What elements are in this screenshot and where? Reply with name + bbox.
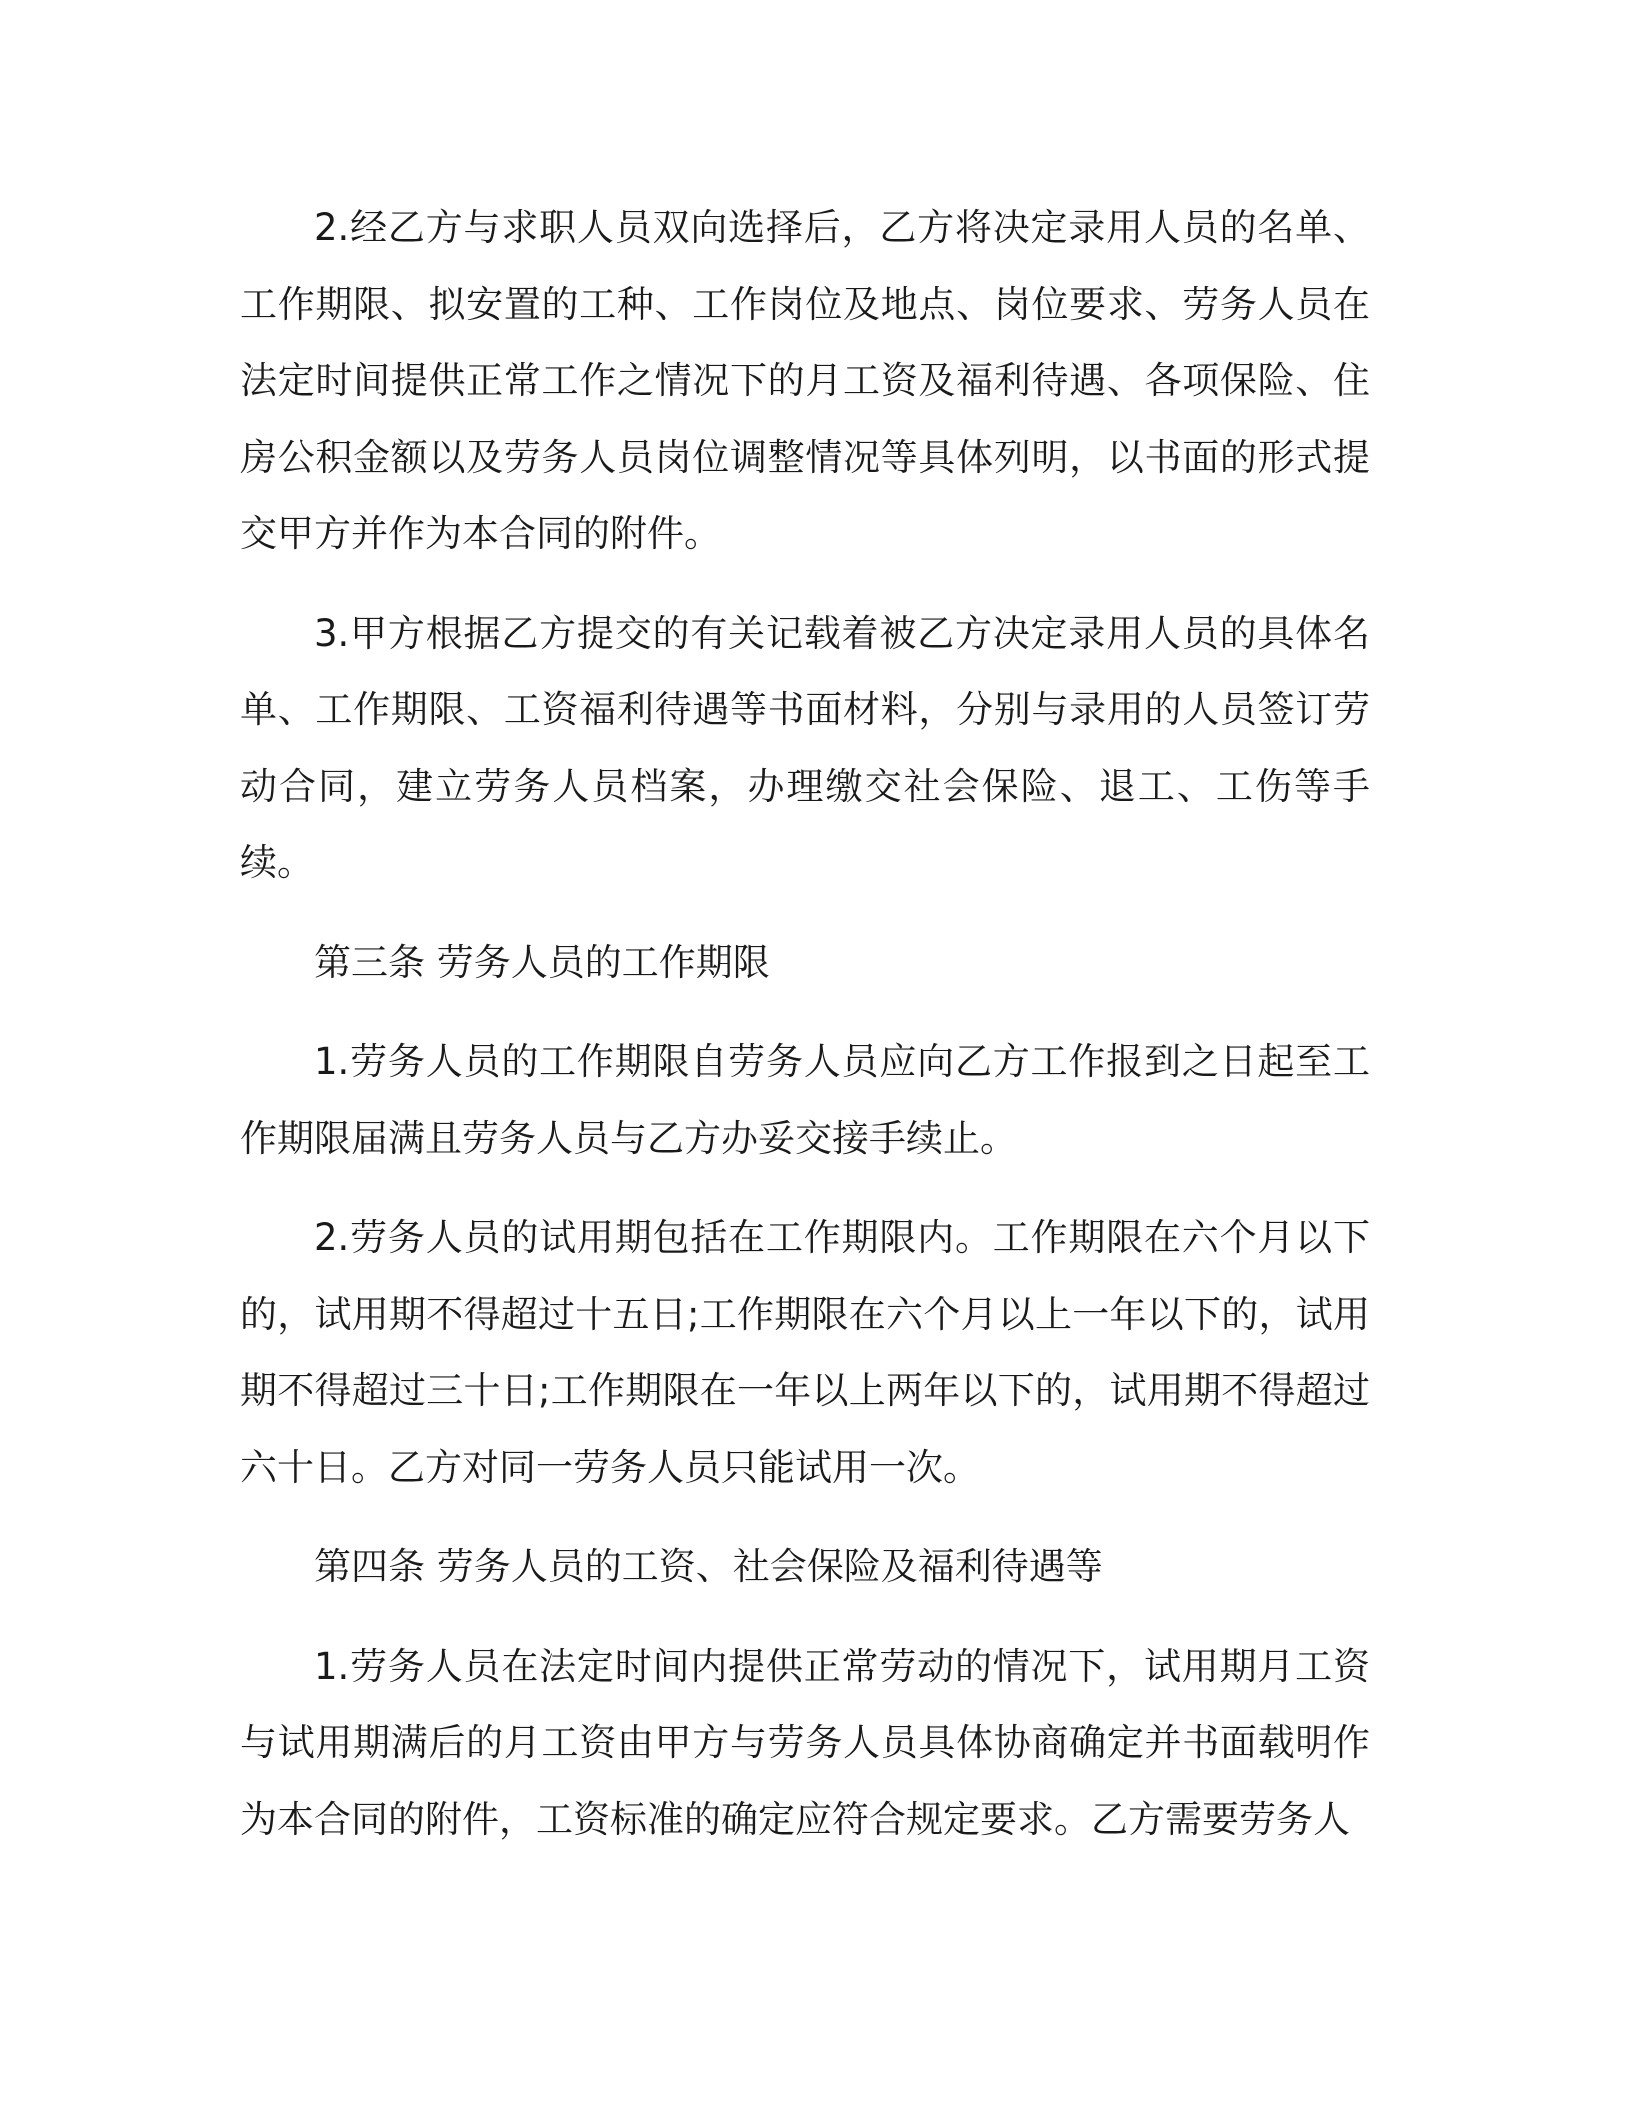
article-4-heading: 第四条 劳务人员的工资、社会保险及福利待遇等	[314, 1545, 1103, 1588]
paragraph-3-contract: 3.甲方根据乙方提交的有关记载着被乙方决定录用人员的具体名单、工作期限、工资福利待遇等书面材料，分别与录用的人员签订劳动合同，建立劳务人员档案，办理缴交社会保险、退工、工伤等手续。	[240, 611, 1370, 884]
article-4-item-1: 1.劳务人员在法定时间内提供正常劳动的情况下，试用期月工资与试用期满后的月工资由甲方与劳务人员具体协商确定并书面载明作为本合同的附件，工资标准的确定应符合规定要求。乙方需要劳务人	[240, 1644, 1370, 1841]
article-3-heading: 第三条 劳务人员的工作期限	[314, 940, 770, 984]
paragraph-2-selection: 2.经乙方与求职人员双向选择后，乙方将决定录用人员的名单、工作期限、拟安置的工种、工作岗位及地点、岗位要求、劳务人员在法定时间提供正常工作之情况下的月工资及福利待遇、各项保险、住房公积金额以及劳务人员岗位调整情况等具体列明，以书面的形式提交甲方并作为本合同的附件。	[240, 206, 1370, 555]
article-3-item-1: 1.劳务人员的工作期限自劳务人员应向乙方工作报到之日起至工作期限届满且劳务人员与乙方办妥交接手续止。	[240, 1040, 1370, 1160]
document-body	[240, 190, 1370, 1858]
article-3-item-2: 2.劳务人员的试用期包括在工作期限内。工作期限在六个月以下的，试用期不得超过十五日;工作期限在六个月以上一年以下的，试用期不得超过三十日;工作期限在一年以上两年以下的，试用期不得超过六十日。乙方对同一劳务人员只能试用一次。	[240, 1216, 1370, 1489]
